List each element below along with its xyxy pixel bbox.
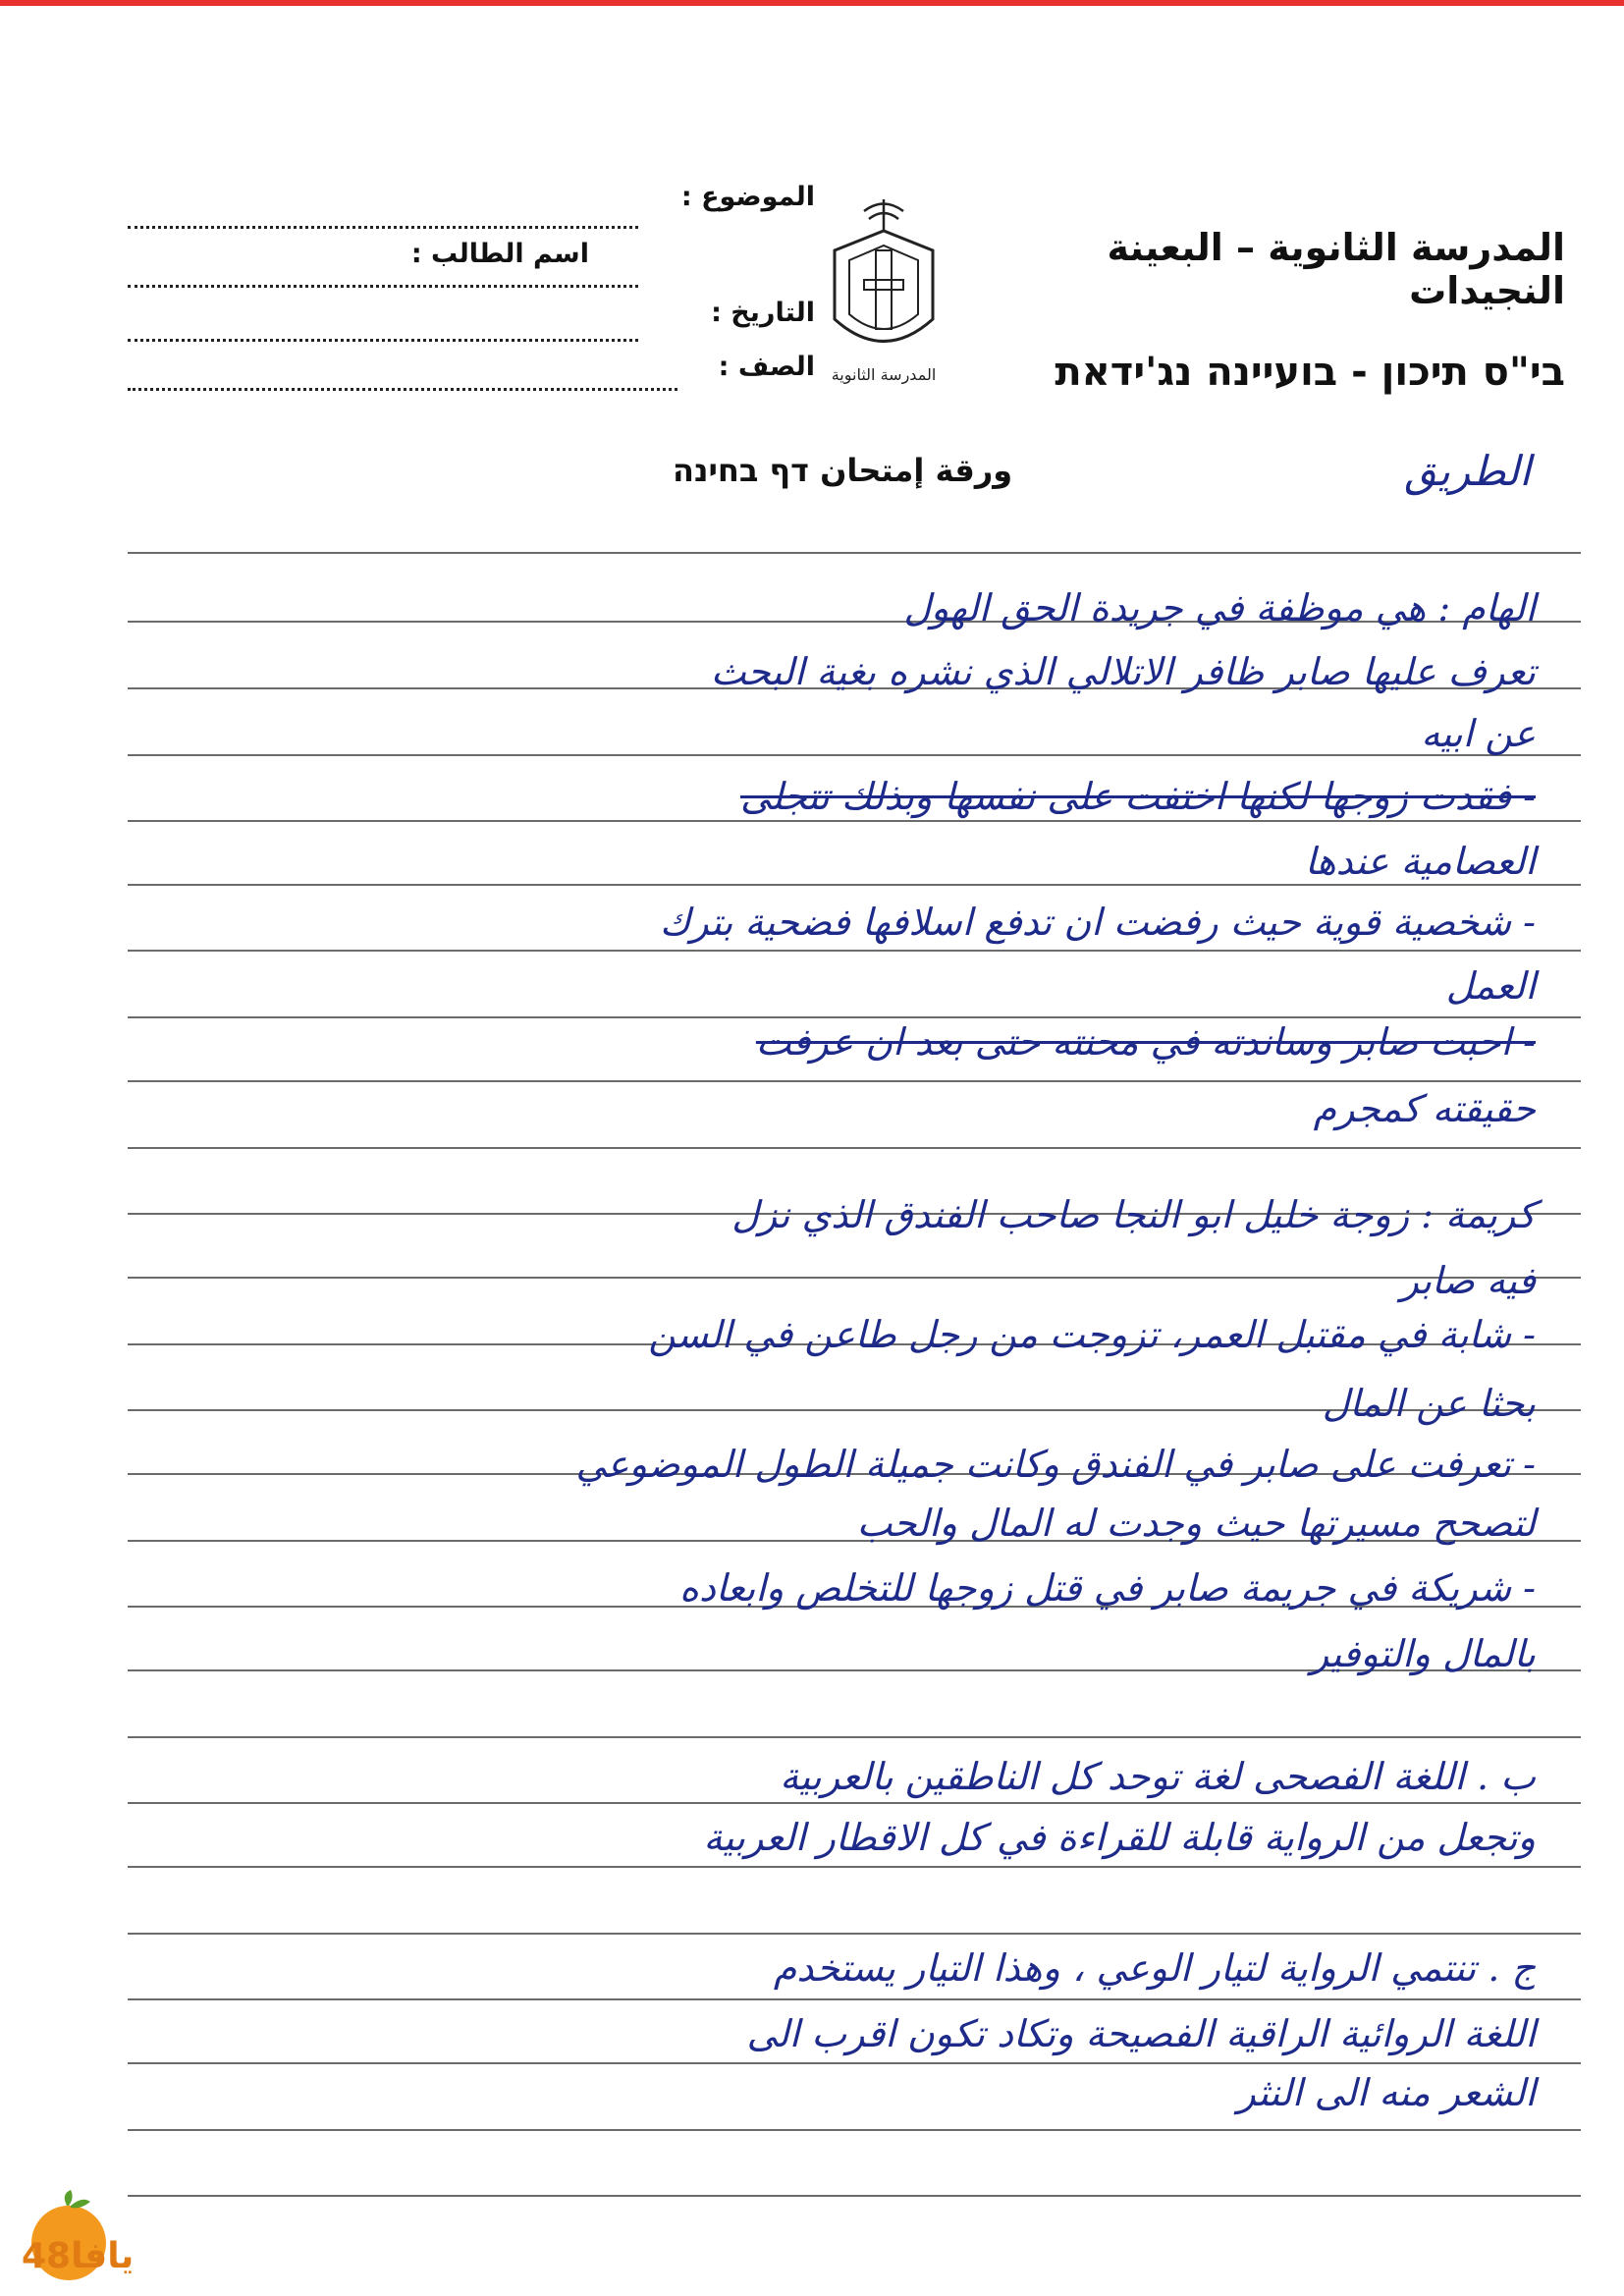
handwriting-line: بحثا عن المال: [1322, 1382, 1536, 1425]
handwriting-line: ب . اللغة الفصحى لغة توحد كل الناطقين بالعربية: [780, 1755, 1536, 1798]
logo-caption: المدرسة الثانوية: [831, 365, 937, 384]
handwriting-line: عن ابيه: [1421, 712, 1536, 755]
handwriting-line: العصامية عندها: [1305, 840, 1536, 883]
top-red-rule: [0, 0, 1624, 6]
ruled-line: [128, 1866, 1581, 1868]
handwriting-line: الشعر منه الى النثر: [1237, 2071, 1536, 2114]
ruled-line: [128, 2195, 1581, 2197]
handwriting-line: - تعرفت على صابر في الفندق وكانت جميلة الطول الموضوعي: [575, 1443, 1536, 1486]
field-label: الموضوع :: [680, 182, 815, 212]
school-name-hebrew: בי"ס תיכון - בועיינה נג'ידאת: [1055, 350, 1565, 395]
field-class[interactable]: [128, 352, 815, 401]
ruled-line: [128, 1147, 1581, 1149]
handwriting-line: فيه صابر: [1400, 1259, 1536, 1302]
school-name-arabic: المدرسة الثانوية – البعينة النجيدات: [1107, 226, 1565, 312]
ruled-line: [128, 2129, 1581, 2131]
ruled-line: [128, 2062, 1581, 2064]
handwriting-line: بالمال والتوفير: [1310, 1632, 1536, 1675]
field-student-name[interactable]: [128, 239, 815, 298]
school-header: [956, 226, 1565, 395]
field-line: [128, 388, 677, 391]
ruled-line: [128, 1736, 1581, 1738]
ruled-line: [128, 950, 1581, 952]
handwriting-line: - شريكة في جريمة صابر في قتل زوجها للتخلص وابعاده: [679, 1566, 1536, 1610]
handwriting-line: - شخصية قوية حيث رفضت ان تدفع اسلافها فضحية بترك: [659, 901, 1536, 944]
handwriting-line: ج . تنتمي الرواية لتيار الوعي ، وهذا التيار يستخدم: [773, 1946, 1536, 1990]
handwriting-line: اللغة الروائية الراقية الفصيحة وتكاد تكون اقرب الى: [746, 2012, 1536, 2055]
ruled-line: [128, 1016, 1581, 1018]
handwriting-line: وتجعل من الرواية قابلة للقراءة في كل الاقطار العربية: [703, 1816, 1536, 1859]
student-fields: [128, 182, 815, 401]
handwritten-title: الطريق: [1404, 447, 1531, 495]
ruled-line: [128, 1933, 1581, 1935]
ruled-line: [128, 552, 1581, 554]
field-subject[interactable]: [128, 182, 815, 239]
exam-sheet-title: ورقة إمتحان דף בחינה: [673, 452, 1013, 489]
handwriting-line: الهام : هي موظفة في جريدة الحق الهول: [903, 586, 1536, 629]
field-date[interactable]: [128, 298, 815, 352]
handwriting-line: - فقدت زوجها لكنها اختفت على نفسها وبذلك تتجلى: [739, 775, 1536, 818]
handwriting-line: العمل: [1445, 964, 1536, 1008]
handwriting-line: تعرف عليها صابر ظافر الاتلالي الذي نشره بغية البحث: [710, 650, 1536, 693]
handwriting-line: لتصحح مسيرتها حيث وجدت له المال والحب: [856, 1502, 1536, 1545]
field-line: [128, 285, 638, 288]
ruled-line: [128, 884, 1581, 886]
field-line: [128, 339, 638, 342]
handwriting-line: حقيقته كمجرم: [1313, 1087, 1536, 1130]
field-label: اسم الطالب :: [410, 239, 589, 269]
ruled-line: [128, 1080, 1581, 1082]
field-label: الصف :: [718, 352, 815, 382]
field-line: [128, 226, 638, 229]
handwriting-line: - احبت صابر وساندته في محنته حتى بعد ان عرفت: [755, 1020, 1536, 1064]
ruled-line: [128, 820, 1581, 822]
ruled-line: [128, 754, 1581, 756]
watermark-text: يافا48: [22, 2236, 135, 2276]
ruled-line: [128, 1802, 1581, 1804]
handwriting-line: كريمة : زوجة خليل ابو النجا صاحب الفندق الذي نزل: [731, 1193, 1536, 1236]
ruled-line: [128, 1998, 1581, 2000]
field-label: التاريخ :: [711, 298, 815, 328]
school-logo-icon: [815, 191, 952, 388]
handwriting-line: - شابة في مقتبل العمر، تزوجت من رجل طاعن في السن: [648, 1313, 1536, 1356]
